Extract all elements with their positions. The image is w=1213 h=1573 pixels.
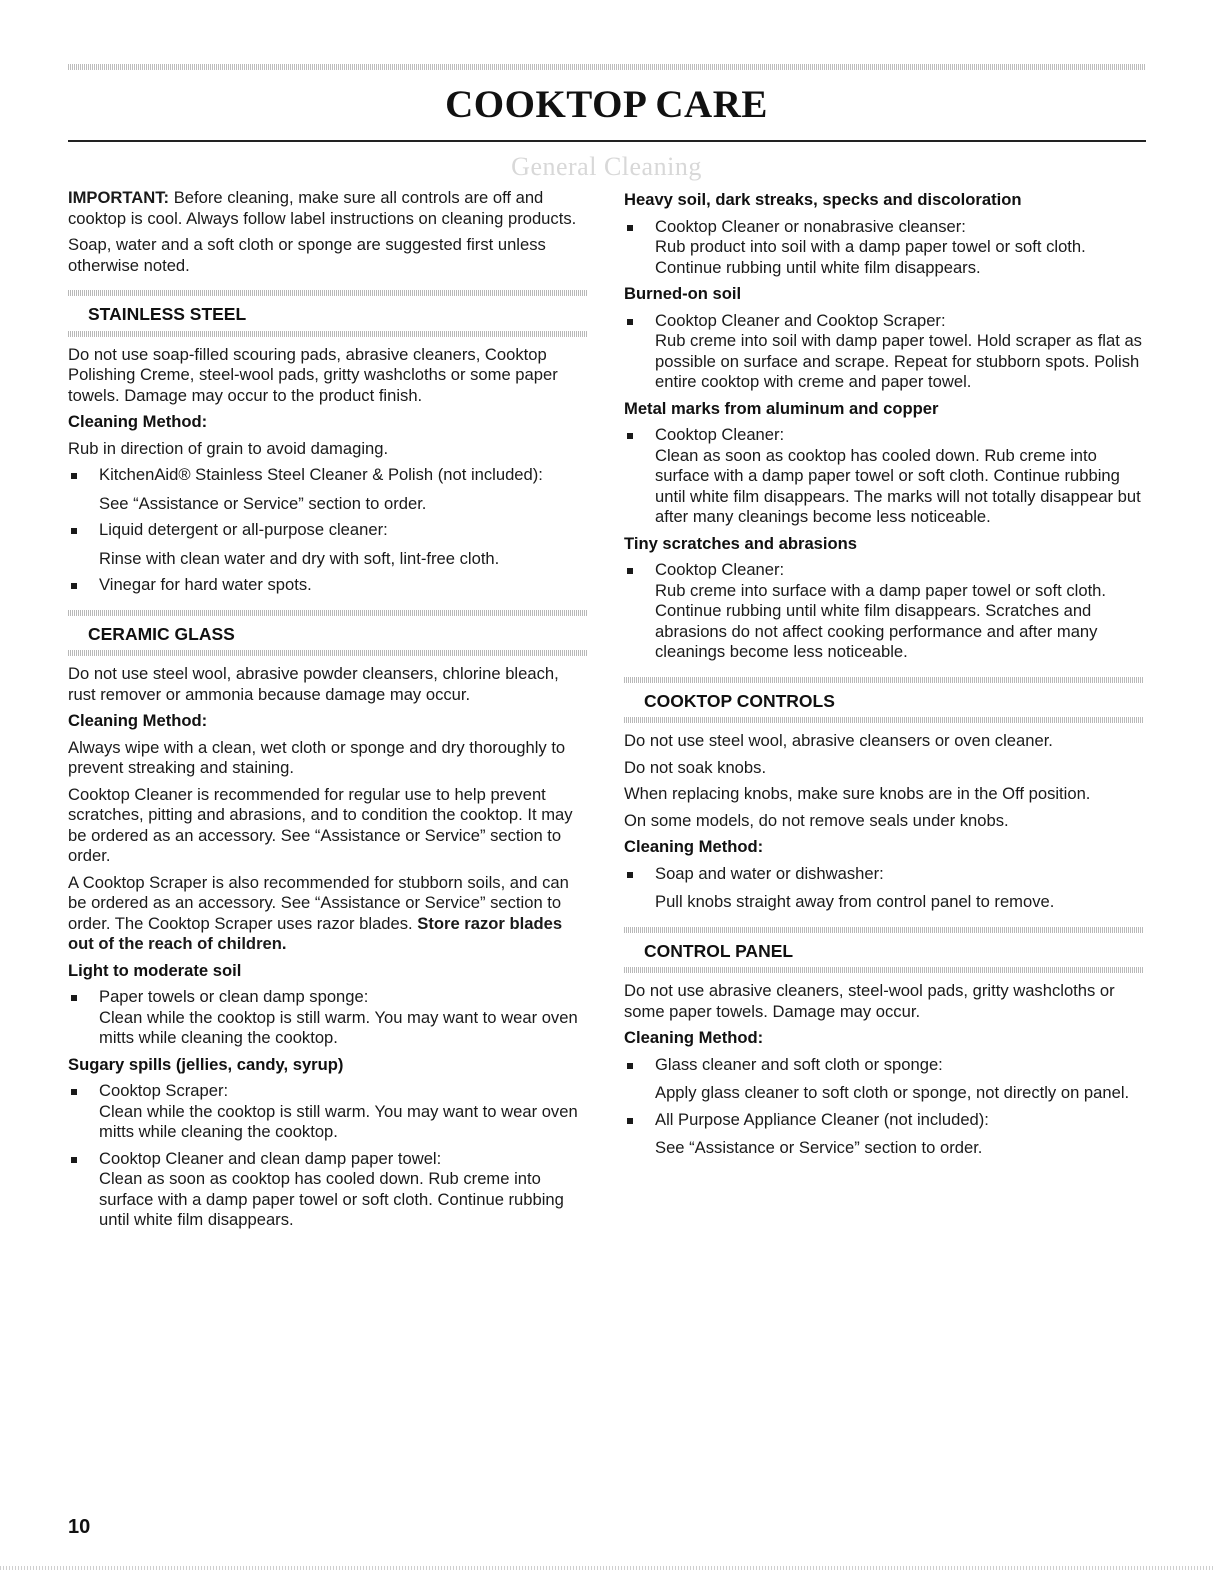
list-item-main: Cooktop Cleaner or nonabrasive cleanser: [655,216,966,236]
square-bullet-icon [71,473,77,479]
list-item-main: Glass cleaner and soft cloth or sponge: [655,1054,943,1074]
list-item [68,987,588,1049]
ceramic-glass-header [68,610,588,657]
list-item [624,1110,1144,1159]
square-bullet-icon [71,995,77,1001]
list-item-sub: Apply glass cleaner to soft cloth or sponge, not directly on panel. [655,1083,1130,1102]
metal-marks-heading: Metal marks from aluminum and copper [624,398,939,418]
stainless-list [68,465,588,596]
square-bullet-icon [627,1118,633,1124]
stainless-steel-header [68,290,588,337]
list-item-sub: Pull knobs straight away from control panel to remove. [655,892,1055,911]
square-bullet-icon [627,1063,633,1069]
title-rule [68,140,1146,142]
square-bullet-icon [71,528,77,534]
list-item-main: Cooktop Cleaner and Cooktop Scraper: [655,310,946,330]
page-title: COOKTOP CARE [445,83,768,126]
burned-on-heading: Burned-on soil [624,284,742,303]
dotted-bar [624,717,1144,723]
ceramic-p2: Cooktop Cleaner is recommended for regular use to help prevent scratches, pitting and abrasions, and to condition the cooktop. It may be ordered as an accessory. See “Assistance or Service” section to order. [68,784,573,865]
razor-warning: Store razor blades out of the reach of children. [68,913,563,953]
tiny-scratches-list [624,560,1144,663]
top-dotted-rule [68,64,1146,70]
control-panel-heading: CONTROL PANEL [644,940,794,961]
page-number: 10 [68,1516,91,1538]
list-item-main: Cooktop Cleaner: [655,425,785,444]
square-bullet-icon [627,433,633,439]
controls-p2: Do not soak knobs. [624,757,767,777]
panel-method-label: Cleaning Method: [624,1028,764,1047]
list-item-sub: Rinse with clean water and dry with soft, lint-free cloth. [99,548,500,568]
ceramic-p1: Always wipe with a clean, wet cloth or sponge and dry thoroughly to prevent streaking and staining. [68,737,566,777]
list-item-main: Liquid detergent or all-purpose cleaner: [99,520,388,539]
panel-intro: Do not use abrasive cleaners, steel-wool pads, gritty washcloths or some paper towels. Damage may occur. [624,981,1115,1021]
important-label: IMPORTANT: [68,188,170,207]
tiny-scratches-heading: Tiny scratches and abrasions [624,533,858,553]
list-item-sub: Clean while the cooktop is still warm. You may want to wear oven mitts while cleaning the cooktop. [99,1101,578,1141]
list-item-sub: See “Assistance or Service” section to order. [655,1138,983,1157]
list-item [624,217,1144,279]
metal-marks-list [624,425,1144,528]
stainless-method-text: Rub in direction of grain to avoid damaging. [68,438,389,458]
list-item [68,520,588,569]
soap-paragraph: Soap, water and a soft cloth or sponge are suggested first unless otherwise noted. [68,235,546,275]
panel-list [624,1055,1144,1159]
list-item-main: KitchenAid® Stainless Steel Cleaner & Polish (not included): [99,465,543,484]
list-item [68,465,588,514]
stainless-steel-heading: STAINLESS STEEL [88,304,247,324]
list-item-main: Cooktop Cleaner: [655,560,785,579]
controls-p3: When replacing knobs, make sure knobs are in the Off position. [624,784,1091,803]
square-bullet-icon [627,225,633,231]
ceramic-method-label: Cleaning Method: [68,711,208,730]
list-item [68,575,588,596]
list-item [68,1149,588,1231]
list-item [624,311,1144,393]
dotted-bar [624,967,1144,973]
bottom-dotted-rule [0,1566,1213,1570]
ceramic-glass-heading: CERAMIC GLASS [88,623,235,644]
list-item-sub: Rub creme into soil with damp paper towel. Hold scraper as flat as possible on surface and scrape. Repeat for stubborn spots. Polish entire cooktop with creme and paper towel. [655,331,1142,391]
square-bullet-icon [627,319,633,325]
controls-p1: Do not use steel wool, abrasive cleansers or oven cleaner. [624,731,1053,750]
list-item-sub: Clean as soon as cooktop has cooled down. Rub creme into surface with a damp paper towel or soft cloth. Continue rubbing until white film disappears. [99,1169,564,1229]
square-bullet-icon [71,1089,77,1095]
controls-p4: On some models, do not remove seals under knobs. [624,810,1009,830]
ceramic-intro: Do not use steel wool, abrasive powder cleansers, chlorine bleach, rust remover or ammonia because damage may occur. [68,664,559,704]
stainless-method-label: Cleaning Method: [68,412,208,431]
square-bullet-icon [71,583,77,589]
list-item-main: Cooktop Cleaner and clean damp paper towel: [99,1148,442,1168]
light-soil-heading: Light to moderate soil [68,960,242,980]
cooktop-controls-heading: COOKTOP CONTROLS [644,690,835,711]
important-text: Before cleaning, make sure all controls are off and cooktop is cool. Always follow label instructions on cleaning products. [68,188,577,228]
list-item-main: All Purpose Appliance Cleaner (not included): [655,1109,989,1129]
list-item-sub: See “Assistance or Service” section to order. [99,493,427,513]
list-item-sub: Rub product into soil with a damp paper towel or soft cloth. Continue rubbing until white film disappears. [655,237,1086,277]
heavy-soil-list [624,217,1144,279]
controls-method-label: Cleaning Method: [624,837,764,856]
control-panel-header [624,927,1144,974]
list-item-sub: Clean as soon as cooktop has cooled down. Rub creme into surface with a damp paper towel or soft cloth. Continue rubbing until white film disappears. The marks will not totally disappear but after many cleanings become less noticeable. [655,445,1141,526]
square-bullet-icon [627,568,633,574]
list-item-sub: Clean while the cooktop is still warm. You may want to wear oven mitts while cleaning the cooktop. [99,1007,578,1047]
list-item [624,560,1144,663]
list-item [624,864,1144,913]
square-bullet-icon [627,872,633,878]
burned-on-list [624,311,1144,393]
left-column [68,188,588,1237]
dotted-bar [68,331,588,337]
list-item [68,1081,588,1143]
sugary-spills-list [68,1081,588,1231]
right-column [624,188,1144,1165]
stainless-intro: Do not use soap-filled scouring pads, abrasive cleaners, Cooktop Polishing Creme, steel-wool pads, gritty washcloths or some paper towels. Damage may occur to the product finish. [68,344,558,405]
light-soil-list [68,987,588,1049]
list-item-main: Cooktop Scraper: [99,1081,229,1100]
list-item-main: Soap and water or dishwasher: [655,863,884,883]
list-item-sub: Rub creme into surface with a damp paper towel or soft cloth. Continue rubbing until white film disappears. Scratches and abrasions do not affect cooking performance and after many cleanings become less noticeable. [655,580,1107,661]
list-item [624,1055,1144,1104]
heavy-soil-heading: Heavy soil, dark streaks, specks and discoloration [624,190,1022,209]
section-subtitle: General Cleaning [511,152,702,181]
cooktop-controls-header [624,677,1144,724]
list-item-main: Vinegar for hard water spots. [99,575,312,594]
sugary-spills-heading: Sugary spills (jellies, candy, syrup) [68,1054,344,1074]
list-item [624,425,1144,528]
square-bullet-icon [71,1157,77,1163]
important-paragraph [68,188,588,229]
ceramic-p3 [68,873,588,955]
list-item-main: Paper towels or clean damp sponge: [99,987,369,1006]
controls-list [624,864,1144,913]
dotted-bar [68,650,588,656]
ceramic-p3-text: A Cooktop Scraper is also recommended for stubborn soils, and can be ordered as an accessory. See “Assistance or Service” section to order. The Cooktop Scraper uses razor blades. [68,872,569,933]
